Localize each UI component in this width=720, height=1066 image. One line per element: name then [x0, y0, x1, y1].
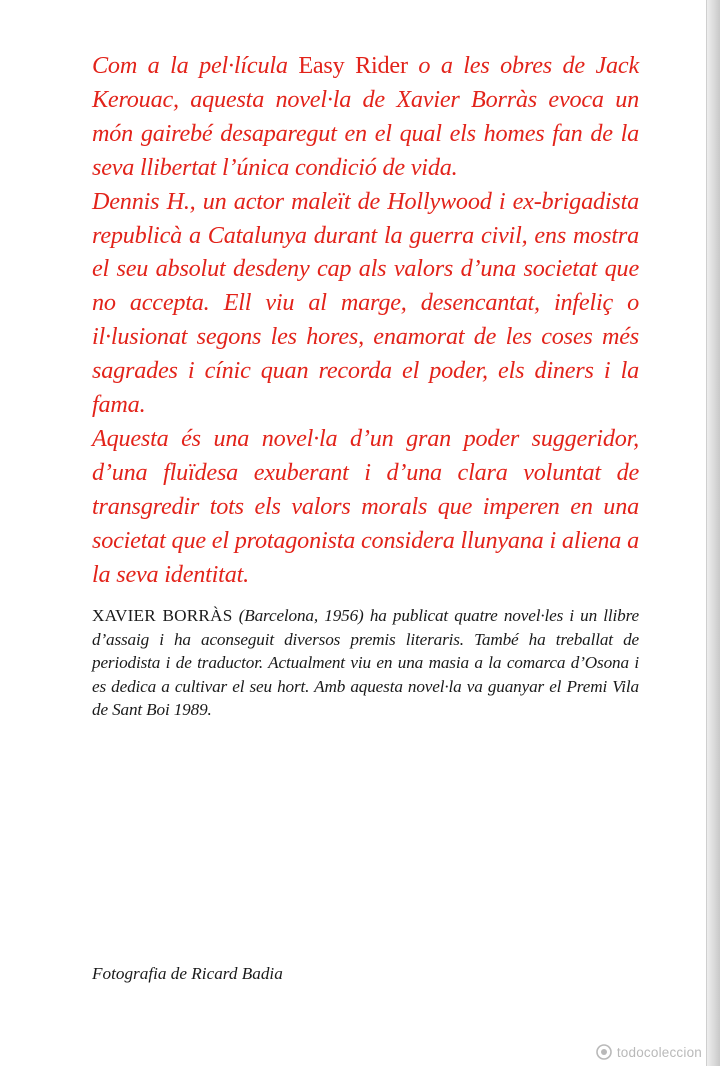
watermark — [596, 1044, 702, 1060]
photo-credit: Fotografia de Ricard Badia — [92, 964, 283, 983]
blurb-paragraph-1-end: o a les obres de Jack Kerouac, aquesta novel·la de Xavier Borràs evoca un món gairebé desaparegut en el qual els homes fan de la seva llibertat l’única condició de vida. — [92, 52, 639, 181]
watermark-text: todocoleccion — [616, 1044, 702, 1060]
page-edge-shadow — [706, 0, 720, 1066]
todocoleccion-logo-icon — [596, 1044, 612, 1060]
blurb-text-block — [92, 49, 639, 592]
blurb-paragraph-1-start: Com a la pel·lícula — [92, 52, 299, 79]
author-bio-text: (Barcelona, 1956) ha publicat quatre novel·les i un llibre d’assaig i ha aconseguit diversos premis literaris. També ha treballat de periodista i de traductor. Actualment viu en una masia a la comarca d’Osona i es dedica a cultivar el seu hort. Amb aquesta novel·la va guanyar el Premi Vila de Sant Boi 1989. — [92, 606, 639, 720]
blurb-paragraph-1 — [92, 49, 639, 185]
blurb-paragraph-3: Aquesta és una novel·la d’un gran poder suggeridor, d’una fluïdesa exuberant i d’una clara voluntat de transgredir tots els valors morals que imperen en una societat que el protagonista considera llunyana i aliena a la seva identitat. — [92, 424, 639, 588]
film-title: Easy Rider — [298, 52, 408, 79]
author-bio — [92, 604, 639, 722]
author-name: XAVIER BORRÀS — [92, 606, 233, 625]
blurb-paragraph-2: Dennis H., un actor maleït de Hollywood i ex-brigadista republicà a Catalunya durant la guerra civil, ens mostra el seu absolut desdeny cap als valors d’una societat que no accepta. Ell viu al marge, desencantat, infeliç o il·lusionat segons les hores, enamorat de les coses més sagrades i cínic quan recorda el poder, els diners i la fama. — [92, 187, 639, 419]
